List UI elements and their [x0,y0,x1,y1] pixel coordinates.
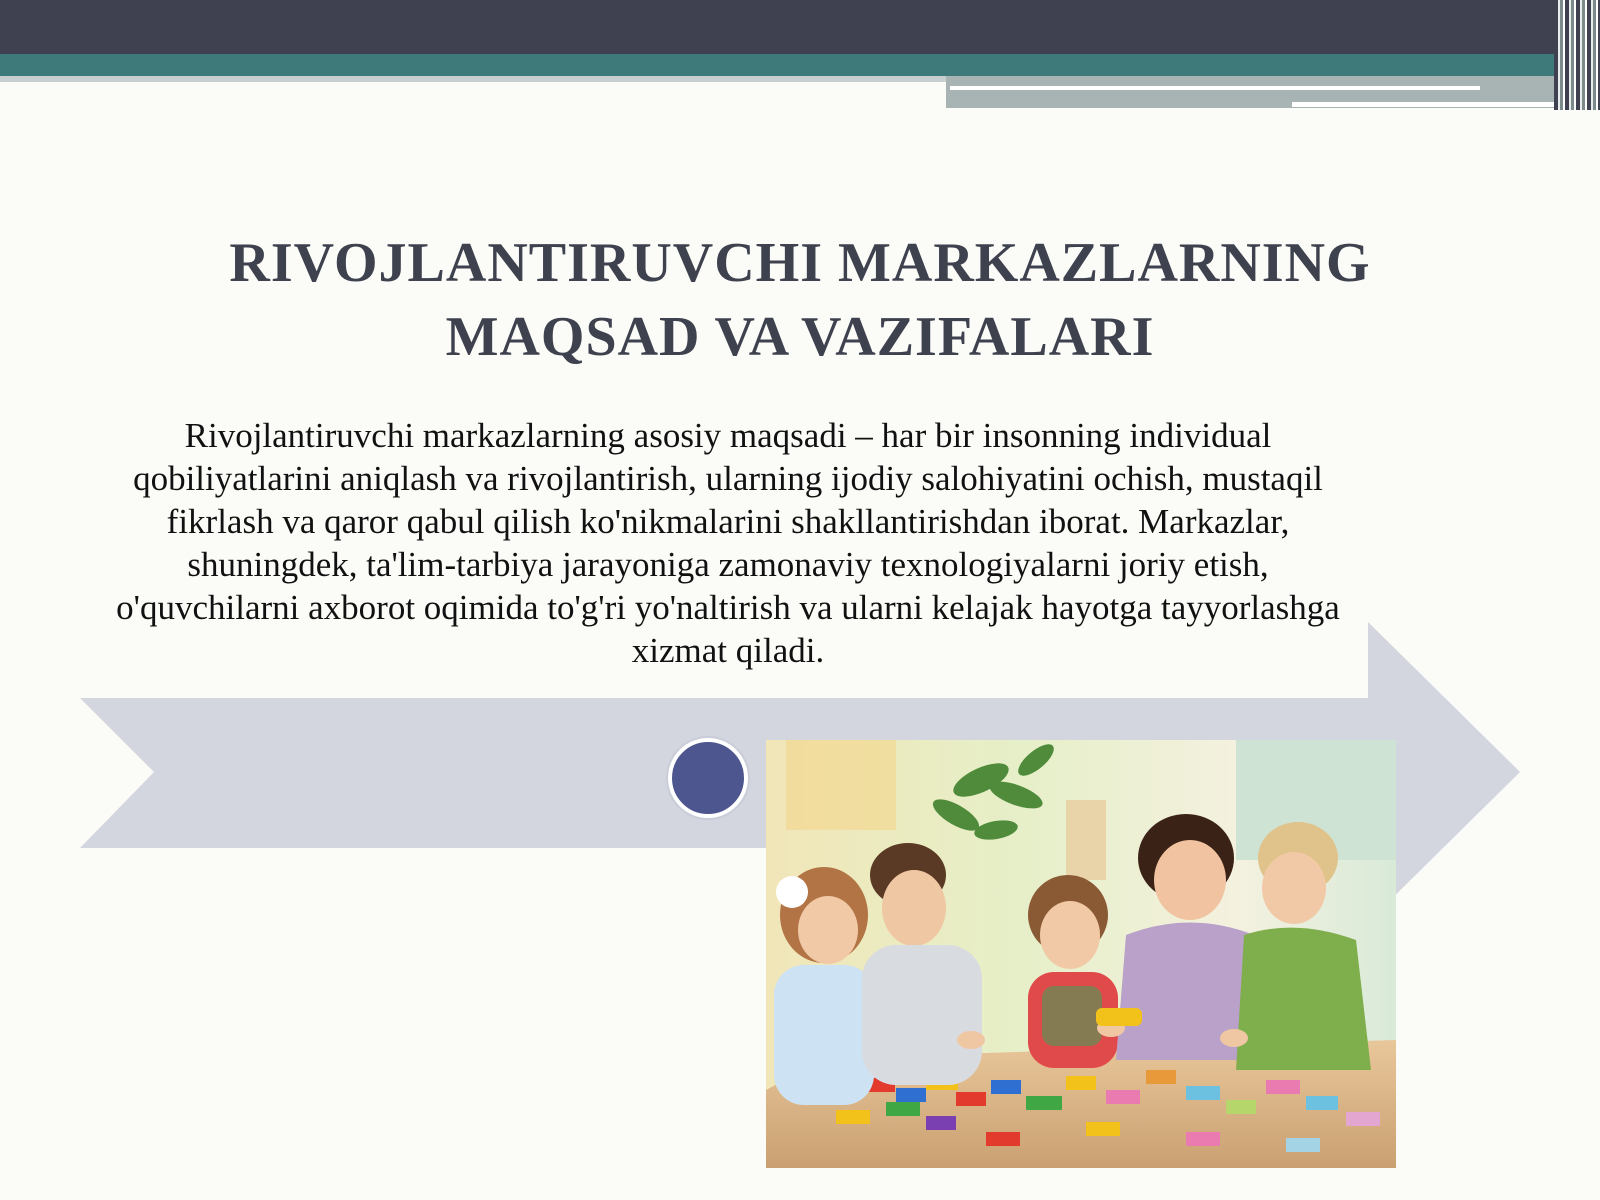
classroom-children-photo [766,740,1396,1168]
slide-body-text: Rivojlantiruvchi markazlarning asosiy maqsadi – har bir insonning individual qobiliyatlarini aniqlash va rivojlantirish, ularning ijodiy salohiyatini ochish, mustaqil fikrlash va qaror qabul qilish ko'nikmalarini shakllantirishdan iborat. Markazlar, shuningdek, ta'lim-tarbiya jarayoniga zamonaviy texnologiyalarni joriy etish, o'quvchilarni axborot oqimida to'g'ri yo'naltirish va ularni kelajak hayotga tayyorlashga xizmat qiladi. [116,416,1340,670]
timeline-marker [668,738,748,818]
slide-title: RIVOJLANTIRUVCHI MARKAZLARNING MAQSAD VA VAZIFALARI [229,232,1371,368]
